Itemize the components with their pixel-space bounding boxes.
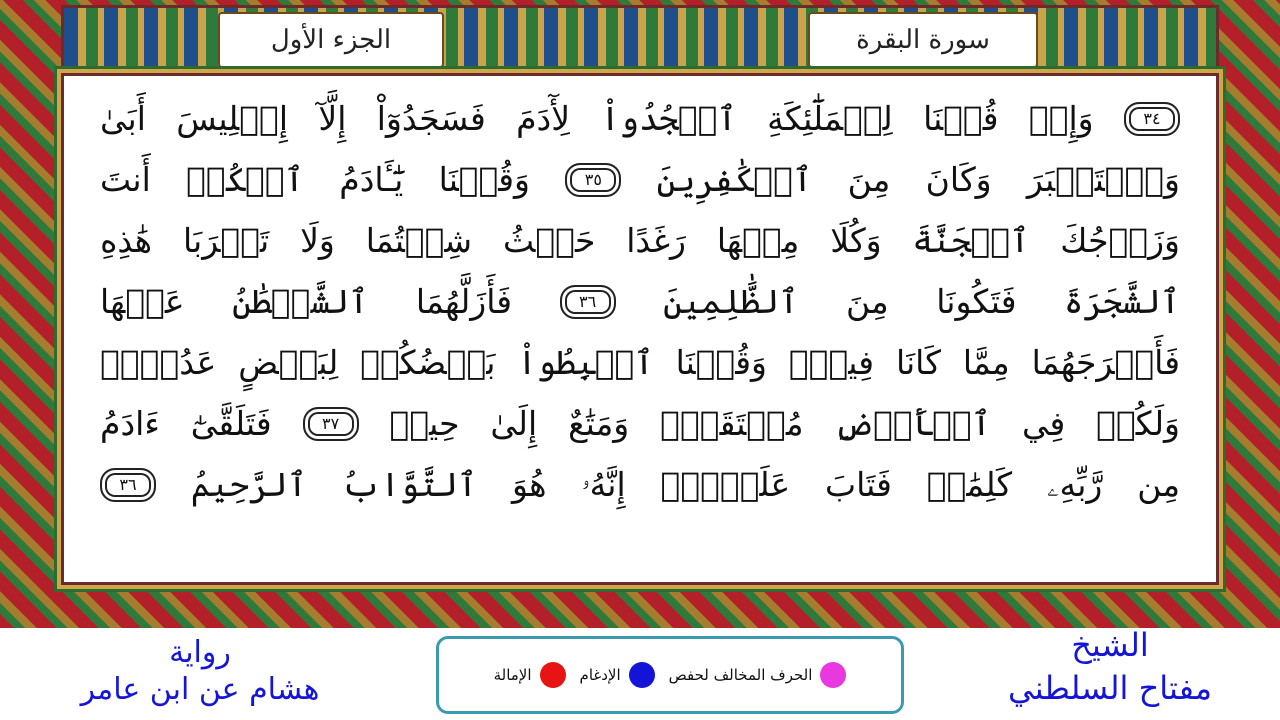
word: فِي xyxy=(1021,404,1066,443)
word: فَتَابَ xyxy=(825,465,892,504)
ayah-number-marker: ٣٧ xyxy=(303,407,359,441)
word: ٱلۡأَرۡضِ xyxy=(834,404,992,443)
word: حِينٖ xyxy=(389,404,460,443)
word: أَبَىٰ xyxy=(100,99,146,138)
word: قُلۡنَا xyxy=(923,99,999,138)
legend-item-idgham xyxy=(580,662,655,688)
word: إِلَىٰ xyxy=(490,404,538,443)
word: لِلۡمَلَٰٓئِكَةِ xyxy=(767,99,893,138)
word: إِبۡلِيسَ xyxy=(176,99,288,138)
word: مُسۡتَقَرّٞ xyxy=(660,404,804,443)
word: مِنۡهَا xyxy=(716,221,800,260)
word: حَيۡثُ xyxy=(502,221,596,260)
word: يَٰٓـَٔادَمُ xyxy=(339,160,404,199)
word: ٱسۡكُنۡ xyxy=(186,160,304,199)
magenta-dot-icon xyxy=(820,662,846,688)
word: بَعۡضُكُمۡ xyxy=(360,343,496,382)
word: ٱهۡبِطُواْ xyxy=(517,343,654,382)
word: رَغَدًا xyxy=(626,221,686,260)
word: وَكُلَا xyxy=(830,221,882,260)
word: هُوَ xyxy=(512,465,547,504)
word: أَنتَ xyxy=(100,160,151,199)
word: عَدُوّٞۖ xyxy=(100,343,217,382)
word: وَٱسۡتَكۡبَرَ xyxy=(1026,160,1180,199)
word: كَلِمَٰتٖ xyxy=(926,465,1013,504)
color-legend xyxy=(436,636,904,714)
verse-line-5 xyxy=(72,332,1208,393)
word: ٱلتَّوَّابُ xyxy=(341,465,478,504)
word: مِنَ xyxy=(845,282,889,321)
word: مِمَّا xyxy=(962,343,1010,382)
word: عَلَيۡهِۚ xyxy=(660,465,791,504)
word: ٱلشَّيۡطَٰنُ xyxy=(232,282,369,321)
word: لِأٓدَمَ xyxy=(516,99,571,138)
word: عَنۡهَا xyxy=(100,282,185,321)
word: كَانَا xyxy=(895,343,941,382)
word: وَإِذۡ xyxy=(1028,99,1094,138)
word: وَقُلۡنَا xyxy=(438,160,530,199)
ayah-number-marker: ٣٦ xyxy=(560,285,616,319)
riwaya-label: رواية xyxy=(169,635,231,670)
word: إِلَّآ xyxy=(318,99,347,138)
red-dot-icon xyxy=(540,662,566,688)
word: فَسَجَدُوٓاْ xyxy=(376,99,486,138)
legend-label: الإمالة xyxy=(493,666,532,684)
word: وَلَا xyxy=(300,221,335,260)
word: ٱلرَّحِيمُ xyxy=(190,465,307,504)
word: وَقُلۡنَا xyxy=(675,343,767,382)
word: وَزَوۡجُكَ xyxy=(1060,221,1180,260)
word: فَأَخۡرَجَهُمَا xyxy=(1031,343,1180,382)
riwaya-name: هشام عن ابن عامر xyxy=(80,672,320,707)
word: رَّبِّهِۦ xyxy=(1046,465,1103,504)
verse-line-1 xyxy=(72,88,1208,149)
word: فَتَلَقَّىٰٓ xyxy=(190,404,272,443)
verse-line-7 xyxy=(72,454,1208,515)
ayah-number-marker: ٣٦ xyxy=(100,468,156,502)
word: وَلَكُمۡ xyxy=(1096,404,1180,443)
verse-line-3 xyxy=(72,210,1208,271)
word: مِن xyxy=(1137,465,1180,504)
word: إِنَّهُۥ xyxy=(581,465,626,504)
ayah-number-marker: ٣٥ xyxy=(565,163,621,197)
word: مِنَ xyxy=(847,160,891,199)
word: ٱلظَّٰلِمِينَ xyxy=(663,282,799,321)
juz-title: الجزء الأول xyxy=(218,12,444,68)
word: ٱلۡكَٰفِرِينَ xyxy=(656,160,813,199)
sheikh-credit xyxy=(980,624,1240,710)
word: ءَادَمُ xyxy=(100,404,160,443)
word: ٱلۡجَنَّةَ xyxy=(912,221,1030,260)
blue-dot-icon xyxy=(629,662,655,688)
sheikh-name: مفتاح السلطني xyxy=(1008,669,1212,707)
word: ٱسۡجُدُواْ xyxy=(600,99,737,138)
sheikh-title: الشيخ xyxy=(1071,626,1149,664)
legend-item-imala xyxy=(494,662,566,688)
verse-line-6 xyxy=(72,393,1208,454)
word: وَمَتَٰعٌ xyxy=(568,404,630,443)
verses-text xyxy=(72,88,1208,578)
verse-line-4 xyxy=(72,271,1208,332)
word: فِيهِۖ xyxy=(788,343,875,382)
word: تَقۡرَبَا xyxy=(182,221,270,260)
legend-item-hafs-difference xyxy=(669,662,847,688)
legend-label: الإدغام xyxy=(579,666,621,684)
riwaya-credit xyxy=(50,636,350,710)
legend-label: الحرف المخالف لحفص xyxy=(668,666,813,684)
word: وَكَانَ xyxy=(925,160,992,199)
word: ٱلشَّجَرَةَ xyxy=(1063,282,1180,321)
surah-title: سورة البقرة xyxy=(808,12,1038,68)
word: هَٰذِهِ xyxy=(100,221,153,260)
word: فَأَزَلَّهُمَا xyxy=(415,282,513,321)
ayah-number-marker: ٣٤ xyxy=(1124,102,1180,136)
word: لِبَعۡضٍ xyxy=(238,343,339,382)
verse-line-2 xyxy=(72,149,1208,210)
word: فَتَكُونَا xyxy=(936,282,1017,321)
word: شِئۡتُمَا xyxy=(365,221,473,260)
